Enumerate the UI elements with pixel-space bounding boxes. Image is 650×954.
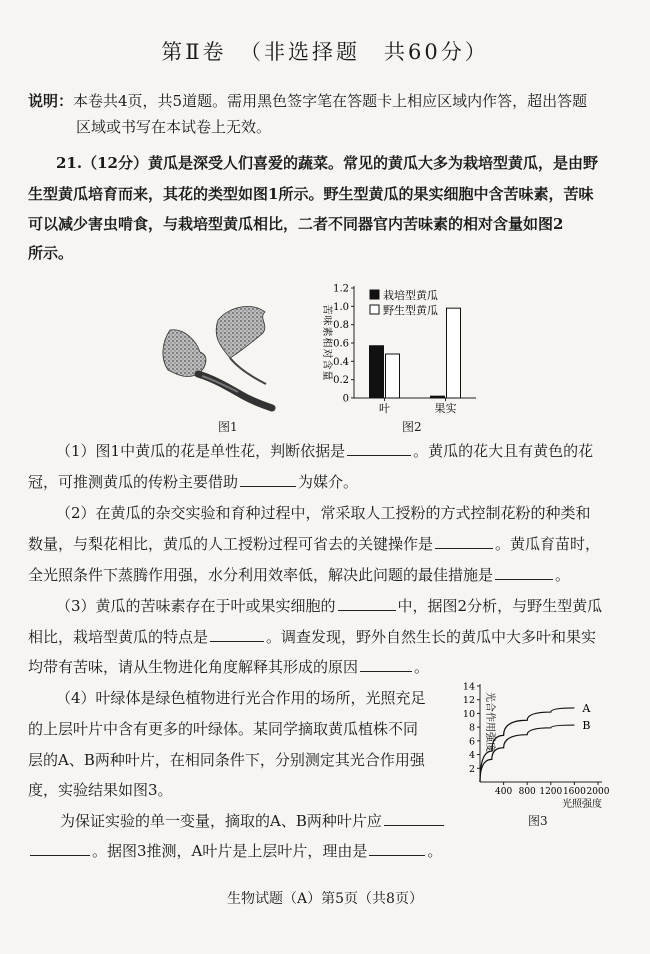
s2-line-1: （2）在黄瓜的杂交实验和育种过程中，常采取人工授粉的方式控制花粉的种类和 bbox=[56, 504, 591, 522]
cucumber-flower-illustration bbox=[140, 300, 290, 420]
answer-blank[interactable] bbox=[384, 824, 444, 826]
legend-label: 野生型黄瓜 bbox=[383, 304, 438, 317]
s4-line-5 bbox=[60, 806, 446, 837]
s4-line-4: 度，实验结果如图3。 bbox=[28, 781, 173, 799]
x-tick-label: 果实 bbox=[434, 402, 457, 415]
q21-line-1: 21.（12分）黄瓜是深受人们喜爱的蔬菜。常见的黄瓜大多为栽培型黄瓜，是由野 bbox=[56, 154, 598, 172]
answer-blank[interactable] bbox=[435, 547, 493, 549]
s1-text-c: 冠，可推测黄瓜的传粉主要借助 bbox=[28, 473, 239, 491]
y-tick-label: 0.2 bbox=[333, 375, 349, 387]
q21-line-4: 所示。 bbox=[28, 244, 74, 262]
s3-text-b: 中，据图2分析，与野生型黄瓜 bbox=[397, 597, 603, 615]
q21-line-3: 可以减少害虫啃食，与栽培型黄瓜相比，二者不同器官内苦味素的相对含量如图2 bbox=[28, 215, 564, 233]
answer-blank[interactable] bbox=[240, 485, 296, 487]
y-tick-label: 0.8 bbox=[333, 320, 349, 332]
s2-text-d: 全光照条件下蒸腾作用强，水分利用效率低，解决此问题的最佳措施是 bbox=[28, 566, 494, 584]
fig1-caption: 图1 bbox=[218, 420, 238, 434]
s4-text-e: 为保证实验的单一变量，摘取的A、B两种叶片应 bbox=[60, 812, 382, 830]
y-tick-label: 0 bbox=[342, 393, 349, 405]
x-tick-label: 叶 bbox=[379, 402, 390, 415]
answer-blank[interactable] bbox=[210, 640, 264, 642]
s4-line-6 bbox=[28, 836, 442, 867]
s4-line-2: 的上层叶片中含有更多的叶绿体。某同学摘取黄瓜植株不同 bbox=[28, 720, 419, 738]
s3-text-c: 相比，栽培型黄瓜的特点是 bbox=[28, 628, 209, 646]
s3-line-2 bbox=[28, 622, 596, 653]
y-tick-label: 14 bbox=[462, 681, 475, 693]
answer-blank[interactable] bbox=[495, 578, 553, 580]
y-tick-label: 0.6 bbox=[333, 338, 349, 350]
s1-text-d: 为媒介。 bbox=[298, 473, 359, 491]
answer-blank[interactable] bbox=[338, 609, 396, 611]
s2-line-3 bbox=[28, 560, 570, 591]
s2-text-e: 。 bbox=[555, 566, 571, 584]
bar-野生型黄瓜-叶 bbox=[386, 354, 400, 398]
notice-text-1: 本卷共4页，共5道题。需用黑色签字笔在答题卡上相应区域内作答，超出答题 bbox=[73, 92, 588, 110]
y-axis-label: 苦味素相对含量 bbox=[321, 304, 332, 382]
x-tick-label: 1600 bbox=[562, 787, 586, 797]
s2-line-2 bbox=[28, 529, 600, 560]
x-tick-label: 800 bbox=[518, 787, 536, 797]
x-axis-label: 光照强度 bbox=[562, 799, 602, 810]
s2-text-c: 。黄瓜育苗时， bbox=[495, 535, 601, 553]
s4-line-1: （4）叶绿体是绿色植物进行光合作用的场所，光照充足 bbox=[56, 689, 426, 707]
s3-text-f: 。 bbox=[414, 658, 430, 676]
answer-blank[interactable] bbox=[347, 454, 411, 456]
s3-text-d: 。调查发现，野外自然生长的黄瓜中大多叶和果实 bbox=[266, 628, 597, 646]
series-label-B: B bbox=[582, 719, 591, 733]
s4-text-f: 。据图3推测，A叶片是上层叶片，理由是 bbox=[92, 842, 368, 860]
y-tick-label: 1.2 bbox=[333, 283, 349, 295]
fig3-line-chart bbox=[462, 678, 612, 818]
x-tick-label: 2000 bbox=[586, 787, 610, 797]
y-tick-label: 4 bbox=[468, 750, 475, 762]
s1-line-2 bbox=[28, 467, 358, 498]
y-axis-label: 光合作用强度 bbox=[484, 692, 495, 752]
legend-label: 栽培型黄瓜 bbox=[383, 289, 438, 302]
notice-line-2: 区域或书写在本试卷上无效。 bbox=[76, 118, 272, 136]
answer-blank[interactable] bbox=[360, 670, 412, 672]
y-tick-label: 6 bbox=[468, 736, 475, 748]
s3-line-1 bbox=[56, 591, 602, 622]
s1-text-a: （1）图1中黄瓜的花是单性花，判断依据是 bbox=[56, 442, 346, 460]
answer-blank[interactable] bbox=[30, 854, 90, 856]
bar-栽培型黄瓜-叶 bbox=[370, 346, 384, 398]
q21-line-2: 生型黄瓜培育而来，其花的类型如图1所示。野生型黄瓜的果实细胞中含苦味素，苦味 bbox=[28, 185, 594, 203]
page-footer: 生物试题（A）第5页（共8页） bbox=[227, 891, 423, 907]
legend-swatch bbox=[370, 290, 379, 299]
page-title: 第Ⅱ卷 （非选择题 共60分） bbox=[161, 40, 489, 64]
legend-swatch bbox=[370, 305, 379, 314]
answer-blank[interactable] bbox=[369, 854, 425, 856]
x-tick-label: 400 bbox=[495, 787, 513, 797]
notice-label: 说明： bbox=[28, 92, 74, 110]
s4-line-3: 层的A、B两种叶片，在相同条件下，分别测定其光合作用强 bbox=[28, 751, 425, 769]
y-tick-label: 10 bbox=[462, 708, 475, 720]
s1-line-1 bbox=[56, 436, 593, 467]
s3-line-3 bbox=[28, 652, 429, 683]
y-tick-label: 2 bbox=[468, 763, 475, 775]
bar-栽培型黄瓜-果实 bbox=[431, 396, 445, 398]
series-label-A: A bbox=[582, 701, 591, 715]
bar-野生型黄瓜-果实 bbox=[447, 308, 461, 398]
fig2-caption: 图2 bbox=[402, 420, 422, 434]
fig3-caption: 图3 bbox=[528, 814, 548, 828]
y-tick-label: 0.4 bbox=[333, 356, 349, 368]
x-tick-label: 1200 bbox=[539, 787, 563, 797]
s3-text-e: 均带有苦味，请从生物进化角度解释其形成的原因 bbox=[28, 658, 359, 676]
s4-text-g: 。 bbox=[427, 842, 443, 860]
s3-text-a: （3）黄瓜的苦味素存在于叶或果实细胞的 bbox=[56, 597, 336, 615]
y-tick-label: 12 bbox=[462, 695, 475, 707]
y-tick-label: 1.0 bbox=[333, 301, 349, 313]
s1-text-b: 。黄瓜的花大且有黄色的花 bbox=[413, 442, 594, 460]
y-tick-label: 8 bbox=[468, 722, 475, 734]
fig2-bar-chart bbox=[312, 280, 488, 420]
s2-text-b: 数量，与梨花相比，黄瓜的人工授粉过程可省去的关键操作是 bbox=[28, 535, 434, 553]
